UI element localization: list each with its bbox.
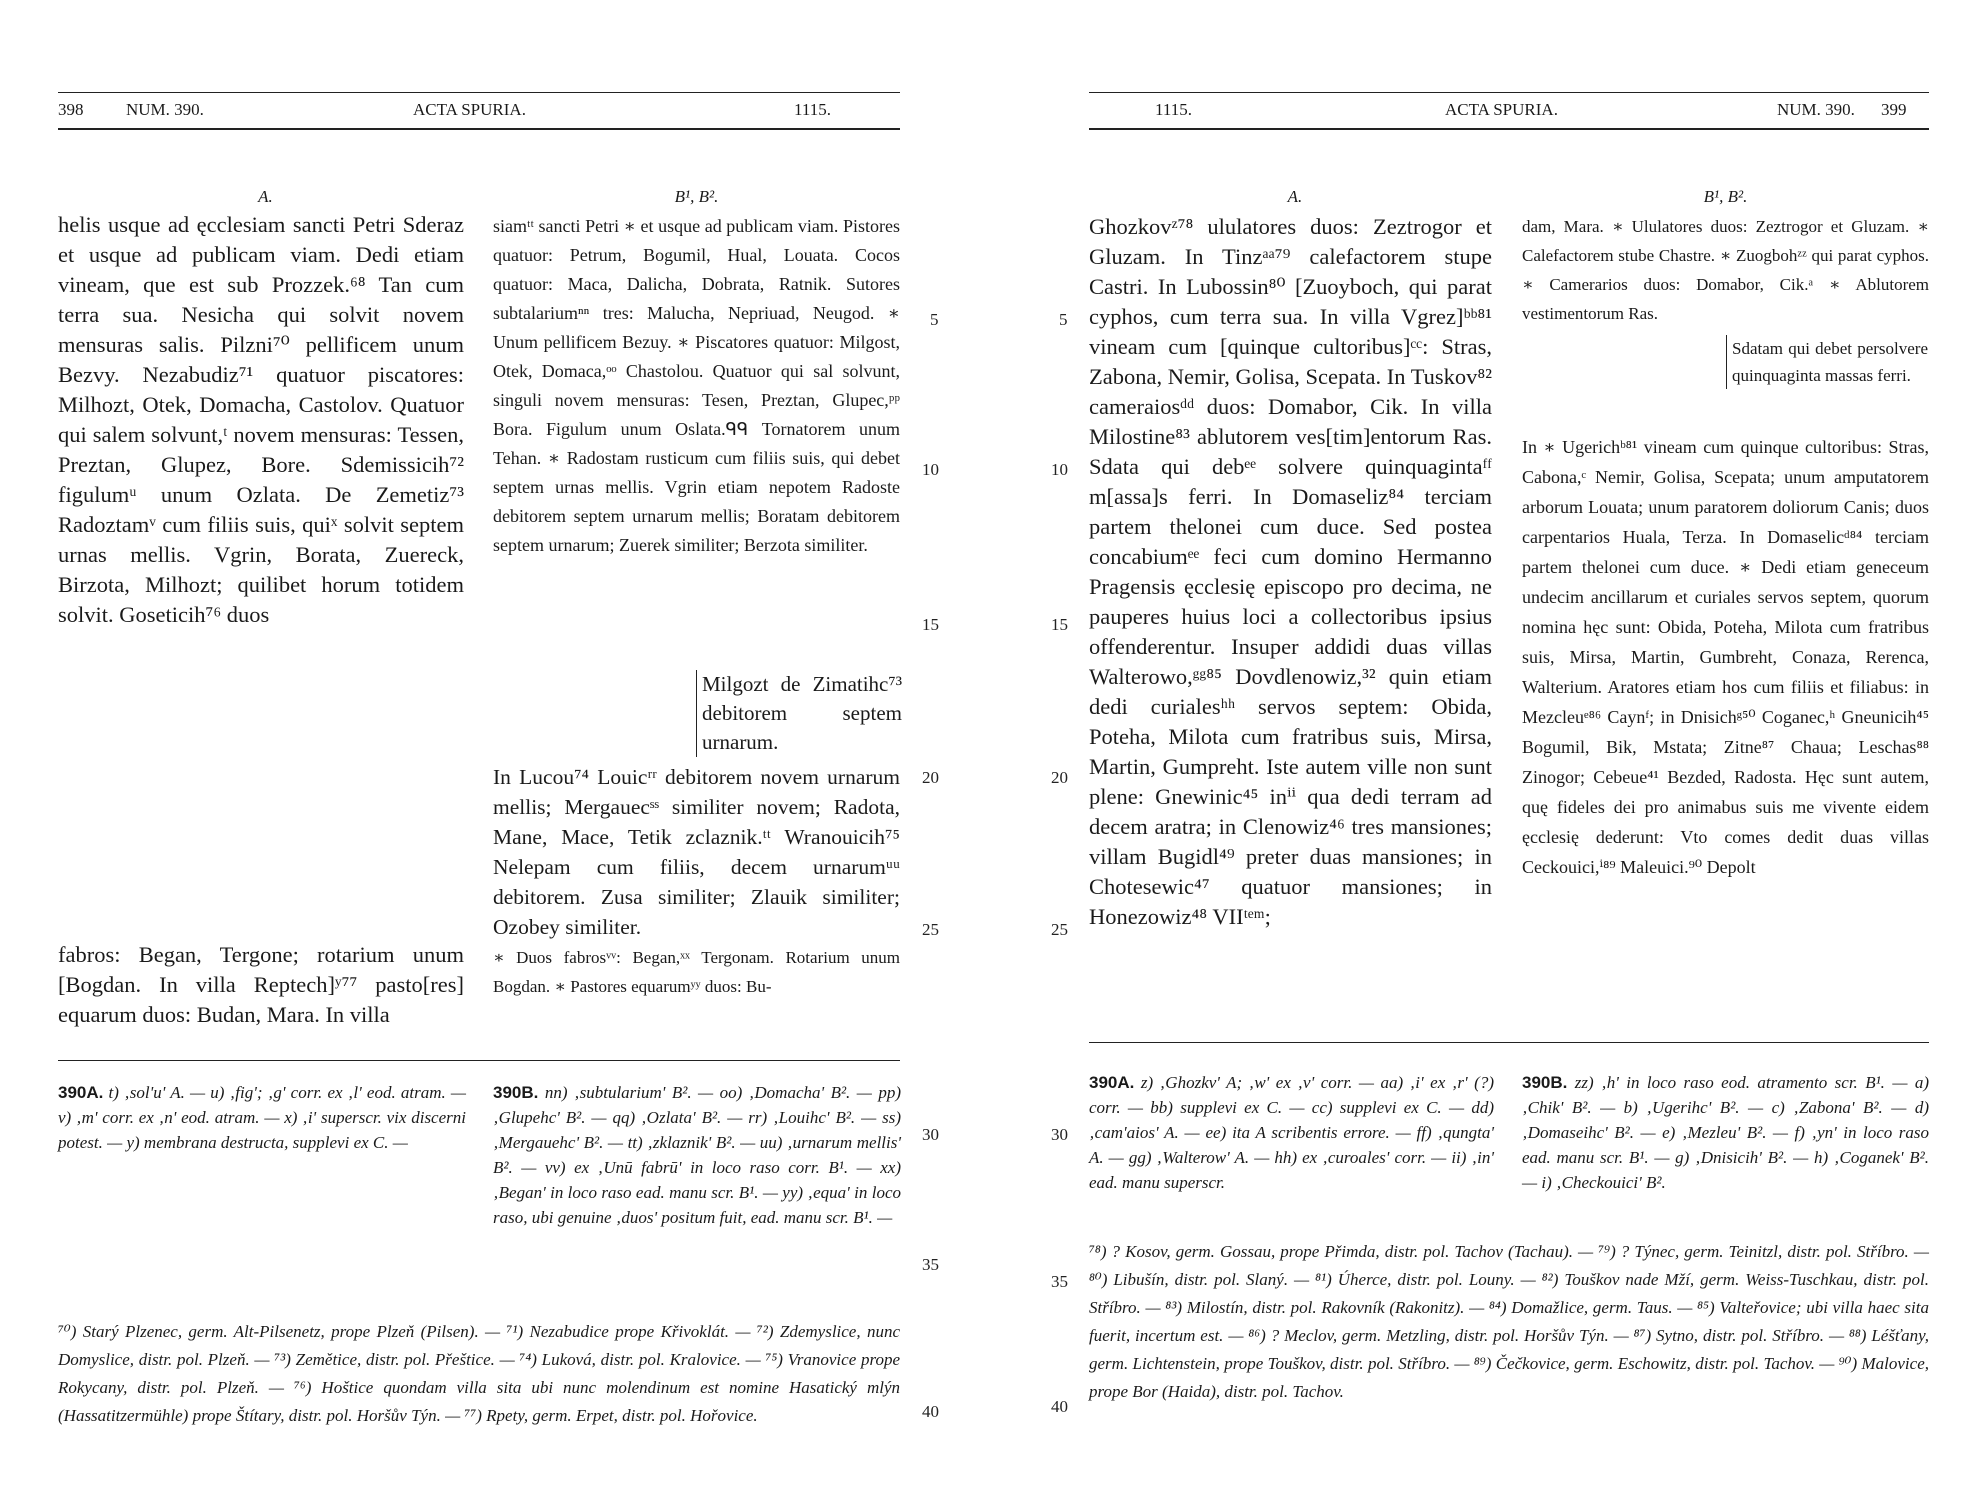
header-rule-bottom <box>1089 128 1929 130</box>
column-head-a: A. <box>258 187 273 206</box>
apparatus-notes-a <box>58 1080 466 1155</box>
running-title: ACTA SPURIA. <box>1445 100 1558 119</box>
page-number: 399 <box>1881 100 1907 119</box>
column-head-a: A. <box>1287 187 1303 206</box>
line-number: 30 <box>1051 1125 1068 1144</box>
header-rule-top <box>58 92 900 93</box>
text-block: dam, Mara. ∗ Ululatores duos: Zeztrogor et Gluzam. ∗ Calefactorem stube Chastre. ∗ Zuogbohᶻᶻ qui parat cyphos. ∗ Camerarios duos: Domabor, Cik.ᵃ ∗ Ablutorem vestimentorum Ras. <box>1522 217 1929 323</box>
notes-lead: 390A. <box>58 1083 104 1102</box>
notes-lead: 390B. <box>493 1083 539 1102</box>
line-number: 10 <box>922 460 939 479</box>
column-b-text-middle <box>493 762 900 942</box>
text-block: Ghozkovᶻ⁷⁸ ululatores duos: Zeztrogor et Gluzam. In Tinzᵃᵃ⁷⁹ calefactorem stupe Castri. In Lubossin⁸⁰ [Zuoyboch, qui parat cyphos, cum terra sua. In villa Vgrez]ᵇᵇ⁸¹ vineam cum [quinque cultoribus]ᶜᶜ: Stras, Zabona, Nemir, Golisa, Scepata. In Tuskov⁸² cameraiosᵈᵈ duos: Domabor, Cik. In villa Milostine⁸³ ablutorem ves[tim]entorum Ras. Sdata qui debᵉᵉ solvere quinquagintaᶠᶠ m[assa]s ferri. In Domaseliz⁸⁴ terciam partem thelonei cum duce. Sed postea concabiumᵉᵉ feci cum domino Hermanno Pragensis ęcclesię episcopo pro decima, ne pauperes huius loci a collectoribus ipsius offenderentur. Insuper addidi duas villas Walterowo,ᵍᵍ⁸⁵ Dovdlenowiz,³² quin etiam dedi curialesʰʰ servos septem: Obida, Poteha, Milota cum fratribus suis, Mirsa, Martin, Gumpreht. Iste autem ville non sunt plene: Gnewinic⁴⁵ inⁱⁱ qua dedi terram ad decem aratra; in Clenowiz⁴⁶ tres mansiones; villam Bugidl⁴⁹ preter duas mansiones; in Chotesewic⁴⁷ quatuor mansiones; in Honezowiz⁴⁸ VIIᵗᵉᵐ; <box>1089 214 1493 929</box>
line-number: 5 <box>930 310 939 329</box>
notes-rule <box>58 1060 900 1061</box>
line-number: 25 <box>1051 920 1068 939</box>
running-header-left <box>58 98 900 122</box>
text-block: siamᵗᵗ sancti Petri ∗ et usque ad publicam viam. Pistores quatuor: Petrum, Bogumil, Hual, Louata. Cocos quatuor: Maca, Dalicha, Dobrata, Ratnik. Sutores subtalariumⁿⁿ tres: Malucha, Nepriuad, Neugod. ∗ Unum pellificem Bezuy. ∗ Piscatores quatuor: Milgost, Otek, Domaca,ᵒᵒ Chastolou. Quatuor qui sal solvunt, singuli novem mensuras: Tesen, Preztan, Glupec,ᵖᵖ Bora. Figulum unum Oslata.ᑫᑫ Tornatorem unum Tehan. ∗ Radostam rusticum cum filiis suis, qui debet septem urnas mellis. Vgrin etiam nepotem Radoste debitorem septem urnarum mellis; Boratam debitorem septem urnarum; Zuerek similiter; Berzota similiter. <box>493 216 900 555</box>
page-number: 398 <box>58 100 84 119</box>
apparatus-notes-b <box>493 1080 901 1230</box>
notes-text: z) ‚Ghozkv' A; ‚w' ex ‚v' corr. — aa) ‚i' ex ‚r' (?) corr. — bb) supplevi ex C. — cc) supplevi ex C. — dd) ‚cam'aios' A. — ee) ita A scribentis errore. — ff) ‚qungta' A. — gg) ‚Walterow' A. — hh) ex ‚curoales' corr. — ii) ‚in' ead. manu superscr. <box>1089 1073 1494 1192</box>
column-b-text-rest <box>1522 432 1929 882</box>
line-number: 40 <box>1051 1397 1068 1416</box>
year: 1115. <box>794 100 831 119</box>
line-number: 25 <box>922 920 939 939</box>
document-number: NUM. 390. <box>126 100 204 119</box>
historical-footnotes: ⁷⁰) Starý Plzenec, germ. Alt-Pilsenetz, prope Plzeň (Pilsen). — ⁷¹) Nezabudice prope Křivoklát. — ⁷²) Zdemyslice, nunc Domyslice, distr. pol. Plzeň. — ⁷³) Zemětice, distr. pol. Přeštice. — ⁷⁴) Luková, distr. pol. Kralovice. — ⁷⁵) Vranovice prope Rokycany, distr. pol. Plzeň. — ⁷⁶) Hoštice quondam villa sita ubi nunc molendinum est nomine Hasatický mlýn (Hassatitzermühle) prope Štítary, distr. pol. Horšův Týn. — ⁷⁷) Rpety, germ. Erpet, distr. pol. Hořovice. <box>58 1322 900 1425</box>
column-b-text-top <box>1522 212 1929 328</box>
line-number: 20 <box>1051 768 1068 787</box>
line-number: 15 <box>922 615 939 634</box>
running-header-right <box>1089 98 1929 122</box>
line-number: 35 <box>922 1255 939 1274</box>
line-number: 5 <box>1059 310 1068 329</box>
notes-lead: 390B. <box>1522 1073 1568 1092</box>
notes-text: t) ‚sol'u' A. — u) ‚fig'; ‚g' corr. ex ‚l' eod. atram. — v) ‚m' corr. ex ‚n' eod. atram. — x) ‚i' superscr. vix discerni potest. — y) membrana destructa, supplevi ex C. — <box>58 1083 466 1152</box>
document-number: NUM. 390. <box>1777 100 1855 119</box>
column-b-text-top <box>493 212 900 560</box>
column-a-text <box>1089 212 1492 932</box>
column-a-text-bottom <box>58 940 464 1030</box>
line-number: 20 <box>922 768 939 787</box>
header-rule-bottom <box>58 128 900 130</box>
text-block: helis usque ad ęcclesiam sancti Petri Sderaz et usque ad publicam viam. Dedi etiam vineam, que est sub Prozzek.⁶⁸ Tan cum terra sua. Nesicha qui solvit novem mensuras salis. Pilzni⁷⁰ pellificem unum Bezvy. Nezabudiz⁷¹ quatuor piscatores: Milhozt, Otek, Domacha, Castolov. Quatuor qui salem solvunt,ᵗ novem mensuras: Tessen, Preztan, Glupez, Bore. Sdemissicih⁷² figulumᵘ unum Ozlata. De Zemetiz⁷³ Radoztamᵛ cum filiis suis, quiˣ solvit septem urnas mellis. Vgrin, Borata, Zuereck, Birzota, Milhozt; quilibet horum totidem solvit. Goseticih⁷⁶ duos <box>58 212 464 627</box>
column-b-text-bottom <box>493 943 900 1001</box>
apparatus-notes-b <box>1522 1070 1929 1195</box>
text-block: ∗ Duos fabrosᵛᵛ: Began,ˣˣ Tergonam. Rotarium unum Bogdan. ∗ Pastores equarumʸʸ duos: Bu- <box>493 948 900 996</box>
year: 1115. <box>1155 100 1192 119</box>
text-block: In Lucou⁷⁴ Louicʳʳ debitorem novem urnarum mellis; Mergauecˢˢ similiter novem; Radota, Mane, Mace, Tetik zclaznik.ᵗᵗ Wranouicih⁷⁵ Nelepam cum filiis, decem urnarumᵘᵘ debitorem. Zusa similiter; Zlauik similiter; Ozobey similiter. <box>493 765 900 939</box>
notes-text: zz) ‚h' in loco raso eod. atramento scr. B¹. — a) ‚Chik' B². — b) ‚Ugerihc' B². — c) ‚Zabona' B². — d) ‚Domaseihc' B². — e) ‚Mezleu' B². — f) ‚yn' in loco raso ead. manu scr. B¹. — g) ‚Dnisicih' B². — h) ‚Coganek' B². — i) ‚Checkouici' B². <box>1522 1073 1930 1192</box>
text-block: fabros: Began, Tergone; rotarium unum [Bogdan. In villa Reptech]ʸ⁷⁷ pasto[res] equarum duos: Budan, Mara. In villa <box>58 942 464 1027</box>
header-rule-top <box>1089 92 1929 93</box>
line-number: 35 <box>1051 1272 1068 1291</box>
line-number: 15 <box>1051 615 1068 634</box>
bracketed-insert: Milgozt de Zimatihc⁷³ debitorem septem urnarum. <box>696 670 902 757</box>
bracketed-insert: Sdatam qui debet persolvere quinquaginta massas ferri. <box>1726 335 1928 389</box>
column-a-text-top <box>58 210 464 630</box>
notes-rule <box>1089 1042 1929 1043</box>
right-page <box>989 0 1978 1500</box>
historical-footnotes: ⁷⁸) ? Kosov, germ. Gossau, prope Přimda, distr. pol. Tachov (Tachau). — ⁷⁹) ? Týnec, germ. Teinitzl, distr. pol. Stříbro. — ⁸⁰) Libušín, distr. pol. Slaný. — ⁸¹) Úherce, distr. pol. Louny. — ⁸²) Touškov nade Mží, germ. Weiss-Tuschkau, distr. pol. Stříbro. — ⁸³) Milostín, distr. pol. Rakovník (Rakonitz). — ⁸⁴) Domažlice, germ. Taus. — ⁸⁵) Valteřovice; ubi villa haec sita fuerit, incertum est. — ⁸⁶) ? Meclov, germ. Metzling, distr. pol. Horšův Týn. — ⁸⁷) Sytno, distr. pol. Stříbro. — ⁸⁸) Léšťany, germ. Lichtenstein, prope Touškov, distr. pol. Stříbro. — ⁸⁹) Čečkovice, germ. Eschowitz, distr. pol. Tachov. — ⁹⁰) Malovice, prope Bor (Haida), distr. pol. Tachov. <box>1089 1242 1929 1401</box>
line-number: 40 <box>922 1402 939 1421</box>
column-head-b: B¹, B². <box>674 187 719 206</box>
apparatus-notes-a <box>1089 1070 1494 1195</box>
text-block: In ∗ Ugerichᵇ⁸¹ vineam cum quinque cultoribus: Stras, Cabona,ᶜ Nemir, Golisa, Scepata; unum amputatorem arborum Louata; unum paratorem doliorum Canis; duos carpentarios Huala, Terza. In Domaselicᵈ⁸⁴ terciam partem thelonei cum duce. ∗ Dedi etiam geneceum undecim ancillarum et curiales servos septem, quorum nomina hęc sunt: Obida, Poteha, Milota cum fratribus suis, Mirsa, Martin, Gumbreht, Conaza, Rerenca, Walterium. Aratores etiam hos cum filiis et filiabus: in Mezcleuᵉ⁸⁶ Caynᶠ; in Dnisichᵍ⁵⁰ Coganec,ʰ Gneunicih⁴⁵ Bogumil, Bik, Mstata; Zitne⁸⁷ Chaua; Leschas⁸⁸ Zinogor; Cebeue⁴¹ Bezded, Radosta. Hęc sunt autem, quę fideles dei pro animabus suis me vivente eidem ęcclesię dederunt: Vto comes dedit duas villas Ceckouici,ⁱ⁸⁹ Maleuici.⁹⁰ Depolt <box>1522 437 1929 877</box>
notes-lead: 390A. <box>1089 1073 1135 1092</box>
notes-text: nn) ‚subtularium' B². — oo) ‚Domacha' B². — pp) ‚Glupehc' B². — qq) ‚Ozlata' B². — rr) ‚Louihc' B². — ss) ‚Mergauehc' B². — tt) ‚zklaznik' B². — uu) ‚urnarum mellis' B². — vv) ex ‚Unū fabrū' in loco raso corr. B¹. — xx) ‚Began' in loco raso ead. manu scr. B¹. — yy) ‚equa' in loco raso, ubi genuine ‚duos' positum fuit, ead. manu scr. B¹. — <box>493 1083 901 1227</box>
running-title: ACTA SPURIA. <box>413 100 526 119</box>
line-number: 30 <box>922 1125 939 1144</box>
line-number: 10 <box>1051 460 1068 479</box>
column-head-b: B¹, B². <box>1703 187 1748 206</box>
